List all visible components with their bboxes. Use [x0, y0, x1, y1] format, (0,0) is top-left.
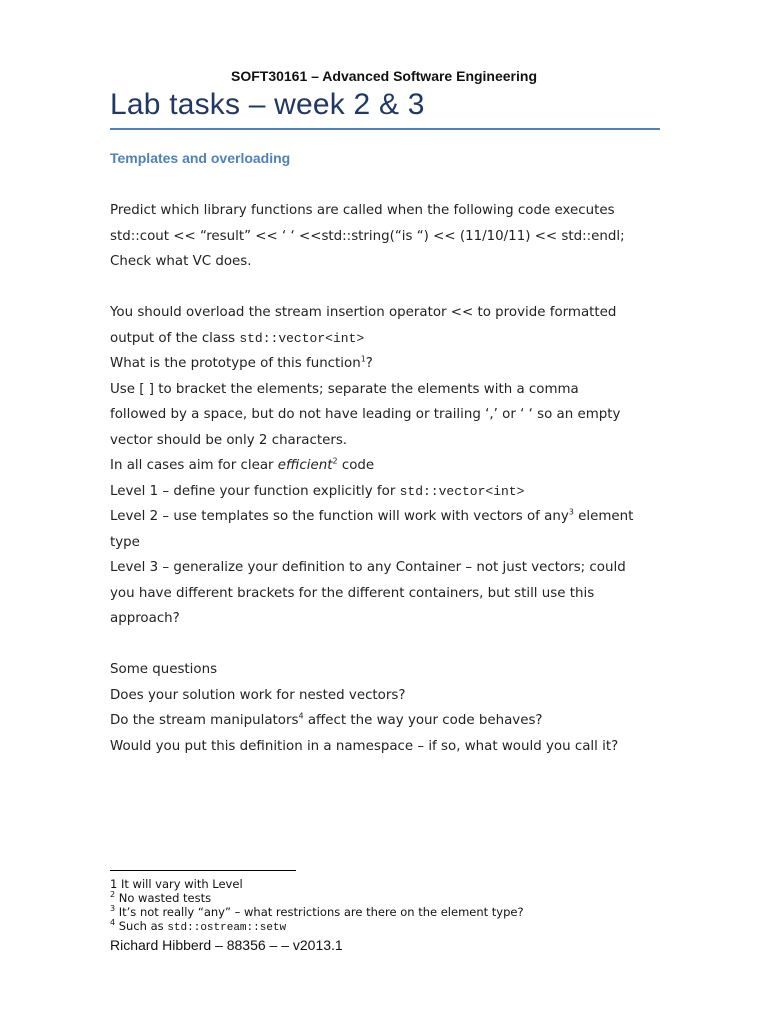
- footnote-separator: [110, 870, 296, 871]
- inline-code: std::vector<int>: [239, 330, 365, 346]
- paragraph-line: Use [ ] to bracket the elements; separate the elements with a comma: [110, 381, 579, 397]
- paragraph-line: [110, 504, 670, 530]
- paragraph-line: Does your solution work for nested vectors?: [110, 687, 406, 703]
- footnote-number: 1: [110, 877, 118, 891]
- footnote-text: No wasted tests: [115, 891, 212, 905]
- paragraph-gap: [110, 275, 670, 301]
- line-text: affect the way your code behaves?: [303, 713, 543, 728]
- paragraph-line: [110, 351, 670, 377]
- paragraph-line: [110, 479, 670, 505]
- page-footer: Richard Hibberd – 88356 – – v2013.1: [110, 937, 343, 953]
- footnote: [110, 905, 524, 919]
- line-text: Level 1 – define your function explicitly for: [110, 483, 400, 499]
- line-text: ?: [365, 356, 373, 371]
- paragraph-line: Level 3 – generalize your definition to any Container – not just vectors; could: [110, 560, 626, 575]
- line-text: output of the class: [110, 330, 240, 346]
- footnote-ref: 2: [332, 456, 338, 466]
- paragraph-line: [110, 453, 670, 479]
- inline-code: std::vector<int>: [399, 483, 525, 499]
- footnote-number: 2: [110, 890, 116, 900]
- footnote: [110, 877, 524, 891]
- inline-code: std::ostream::setw: [167, 922, 287, 934]
- page-title: Lab tasks – week 2 & 3: [110, 88, 425, 121]
- body-text: [110, 198, 670, 759]
- paragraph-line: type: [110, 534, 140, 550]
- paragraph-line: You should overload the stream insertion operator << to provide formatted: [110, 305, 617, 320]
- line-text: What is the prototype of this function: [110, 356, 361, 371]
- paragraph-line: approach?: [110, 611, 180, 626]
- footnote-ref: 4: [298, 711, 304, 721]
- code-line: std::cout << “result” << ‘ ‘ <<std::string(“is “) << (11/10/11) << std::endl;: [110, 228, 625, 244]
- section-heading: Templates and overloading: [110, 150, 291, 166]
- paragraph-line: vector should be only 2 characters.: [110, 432, 348, 448]
- footnote-text: It’s not really “any” – what restrictions are there on the element type?: [115, 905, 524, 919]
- footnotes: [110, 877, 524, 935]
- footnote: [110, 891, 524, 905]
- emphasis-text: efficient: [277, 458, 333, 473]
- paragraph-line: Predict which library functions are called when the following code executes: [110, 203, 615, 218]
- footnote: [110, 919, 524, 935]
- paragraph-line: you have different brackets for the different containers, but still use this: [110, 585, 595, 601]
- title-underline: [110, 128, 660, 130]
- line-text: code: [337, 458, 375, 473]
- paragraph-line: Check what VC does.: [110, 254, 252, 269]
- footnote-text: It will vary with Level: [117, 877, 243, 891]
- paragraph-line: [110, 326, 670, 352]
- footnote-number: 3: [110, 904, 116, 914]
- footnote-ref: 1: [360, 354, 366, 364]
- footnote-text: Such as: [115, 919, 168, 933]
- line-text: element: [573, 509, 634, 524]
- footnote-number: 4: [110, 918, 116, 928]
- paragraph-line: Would you put this definition in a namespace – if so, what would you call it?: [110, 738, 619, 754]
- line-text: Level 2 – use templates so the function will work with vectors of any: [110, 509, 569, 524]
- line-text: In all cases aim for clear: [110, 458, 278, 473]
- footnote-ref: 3: [568, 507, 574, 517]
- paragraph-line: Some questions: [110, 662, 218, 677]
- paragraph-gap: [110, 632, 670, 658]
- course-header: SOFT30161 – Advanced Software Engineering: [230, 68, 538, 84]
- paragraph-line: [110, 708, 670, 734]
- line-text: Do the stream manipulators: [110, 713, 299, 728]
- paragraph-line: followed by a space, but do not have leading or trailing ‘,’ or ‘ ‘ so an empty: [110, 407, 621, 422]
